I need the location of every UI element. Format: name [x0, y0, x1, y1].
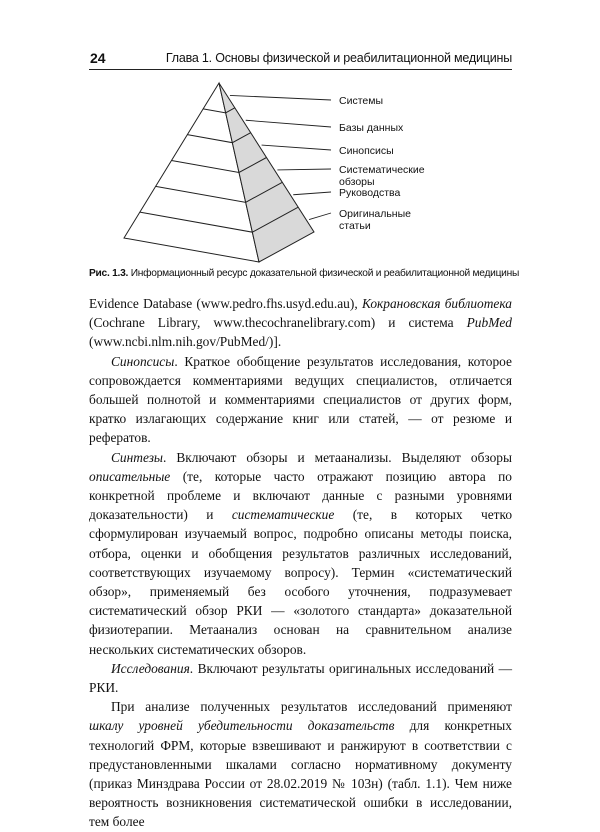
leader-line [309, 213, 331, 220]
caption-number: Рис. 1.3. [89, 268, 129, 279]
evidence-pyramid-figure [89, 72, 512, 267]
pyramid-diagram [89, 72, 512, 267]
pyramid-level-label: Систематические [339, 164, 425, 176]
term-studies: Исследования [111, 660, 190, 676]
paragraph [89, 352, 512, 448]
text-run: . Включают обзоры и метаанализы. Выделяют обзоры [163, 449, 512, 465]
text-run: Evidence Database (www.pedro.fhs.usyd.edu.au), [89, 296, 362, 311]
running-header-title: Глава 1. Основы физической и реабилитационной медицины [165, 51, 512, 65]
text-run: . Включают результаты оригинальных исследований — РКИ. [89, 660, 512, 696]
text-run-italic: PubMed [466, 315, 512, 331]
text-run-italic: систематические [231, 507, 335, 523]
pyramid-level-label: обзоры [339, 176, 375, 188]
leader-line [277, 169, 331, 170]
leader-line [262, 145, 331, 150]
page-number: 24 [90, 50, 106, 66]
header-rule [89, 69, 512, 70]
text-run: (те, которые часто отражают позицию автора по конкретной проблеме и включают данные с разными уровнями доказательности) и [89, 468, 512, 523]
caption-text: Информационный ресурс доказательной физической и реабилитационной медицины [128, 268, 520, 279]
text-run-italic: Кокрановская библиотека [361, 296, 512, 311]
pyramid-level-label: Синопсисы [339, 145, 394, 157]
paragraph [89, 659, 512, 697]
leader-line [293, 192, 331, 195]
text-run: для конкретных технологий ФРМ, которые взвешивают и ранжируют в соответствии с предустановленными шкалами согласно нормативному документу (приказ Минздрава России от 28.02.2019 № 103н) (табл. 1.1). Чем ниже вероятность возникновения систематической ошибки в исследовании, тем более [89, 718, 512, 830]
pyramid-level-label: Системы [339, 95, 383, 107]
text-run: (те, в которых четко сформулирован изучаемый вопрос, подробно описаны методы поиска, отбора, оценки и обобщения результатов различных исследований, соответствующих изучаемому вопросу). Термин «систематический обзор», применяемый без особого уточнения, подразумевает систематический обзор РКИ — «золотого стандарта» доказательной физиотерапии. Метаанализ основан на сравнительном анализе нескольких систематических обзоров. [89, 507, 513, 657]
text-run: (www.ncbi.nlm.nih.gov/PubMed/)]. [89, 334, 282, 350]
text-run: (Cochrane Library, www.thecochranelibrary.com) и система [89, 315, 467, 331]
pyramid-level-label: Оригинальные [339, 208, 411, 220]
pyramid-level-label: статьи [339, 220, 371, 232]
text-run-italic: описательные [89, 468, 171, 484]
paragraph [89, 697, 512, 831]
figure-caption [89, 268, 519, 279]
text-run: При анализе полученных результатов исследований применяют [111, 699, 512, 715]
text-run-italic: шкалу уровней убедительности доказательств [89, 718, 395, 734]
pyramid-level-label: Руководства [339, 187, 401, 199]
paragraph [89, 294, 512, 352]
paragraph [89, 448, 512, 659]
body-text [89, 294, 512, 832]
pyramid-level-label: Базы данных [339, 122, 404, 134]
term-syntheses: Синтезы [111, 449, 163, 465]
leader-line [246, 120, 331, 127]
text-run: . Краткое обобщение результатов исследования, которое сопровождается комментариями ведущих специалистов, отличается большей полнотой и комментариями специалистов от других форм, кратко излагающих содержание книг или статей, — от резюме и рефератов. [89, 353, 512, 446]
term-synopses: Синопсисы [111, 353, 175, 369]
leader-line [230, 95, 331, 100]
